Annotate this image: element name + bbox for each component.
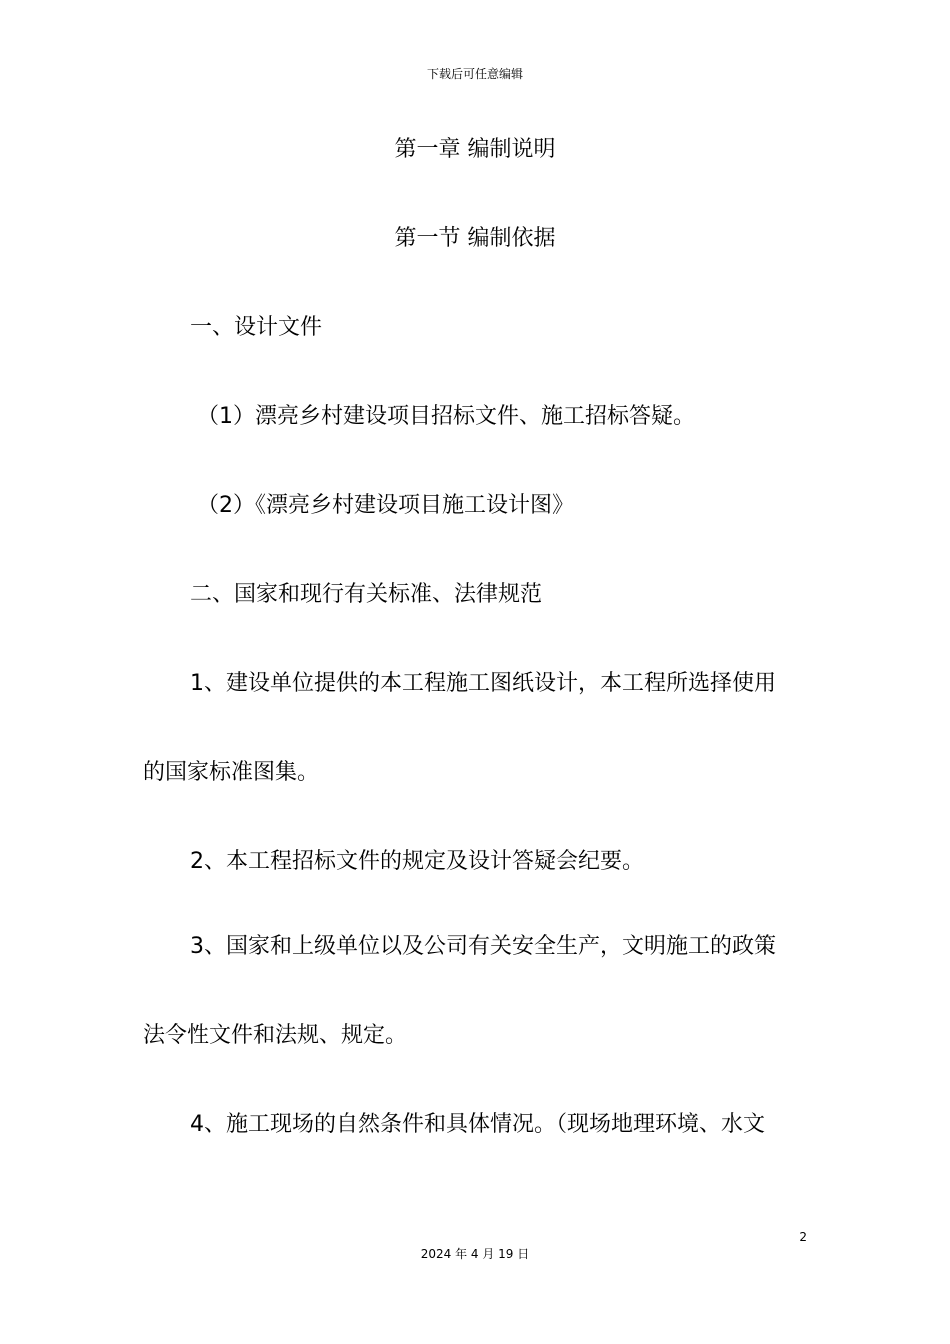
paragraph-4-line-1: 4、施工现场的自然条件和具体情况。（现场地理环境、水文 [190, 1112, 765, 1137]
paragraph-2: 2、本工程招标文件的规定及设计答疑会纪要。 [190, 849, 644, 874]
list-item-tender-documents: （1）漂亮乡村建设项目招标文件、施工招标答疑。 [197, 404, 695, 429]
paragraph-1-line-2: 的国家标准图集。 [143, 760, 320, 785]
paragraph-3-line-2: 法令性文件和法规、规定。 [143, 1023, 408, 1048]
section-title: 第一节 编制依据 [394, 226, 556, 251]
page-header: 下载后可任意编辑 [426, 67, 523, 81]
heading-standards-laws: 二、国家和现行有关标准、法律规范 [190, 582, 543, 607]
page-footer-date: 2024 年 4 月 19 日 [420, 1247, 530, 1261]
heading-design-documents: 一、设计文件 [190, 315, 323, 340]
page-number: 2 [799, 1230, 807, 1244]
paragraph-3-line-1: 3、国家和上级单位以及公司有关安全生产，文明施工的政策 [190, 934, 776, 959]
chapter-title: 第一章 编制说明 [394, 137, 556, 162]
paragraph-1-line-1: 1、建设单位提供的本工程施工图纸设计，本工程所选择使用 [190, 671, 776, 696]
list-item-design-drawings: （2）《漂亮乡村建设项目施工设计图》 [197, 493, 574, 518]
